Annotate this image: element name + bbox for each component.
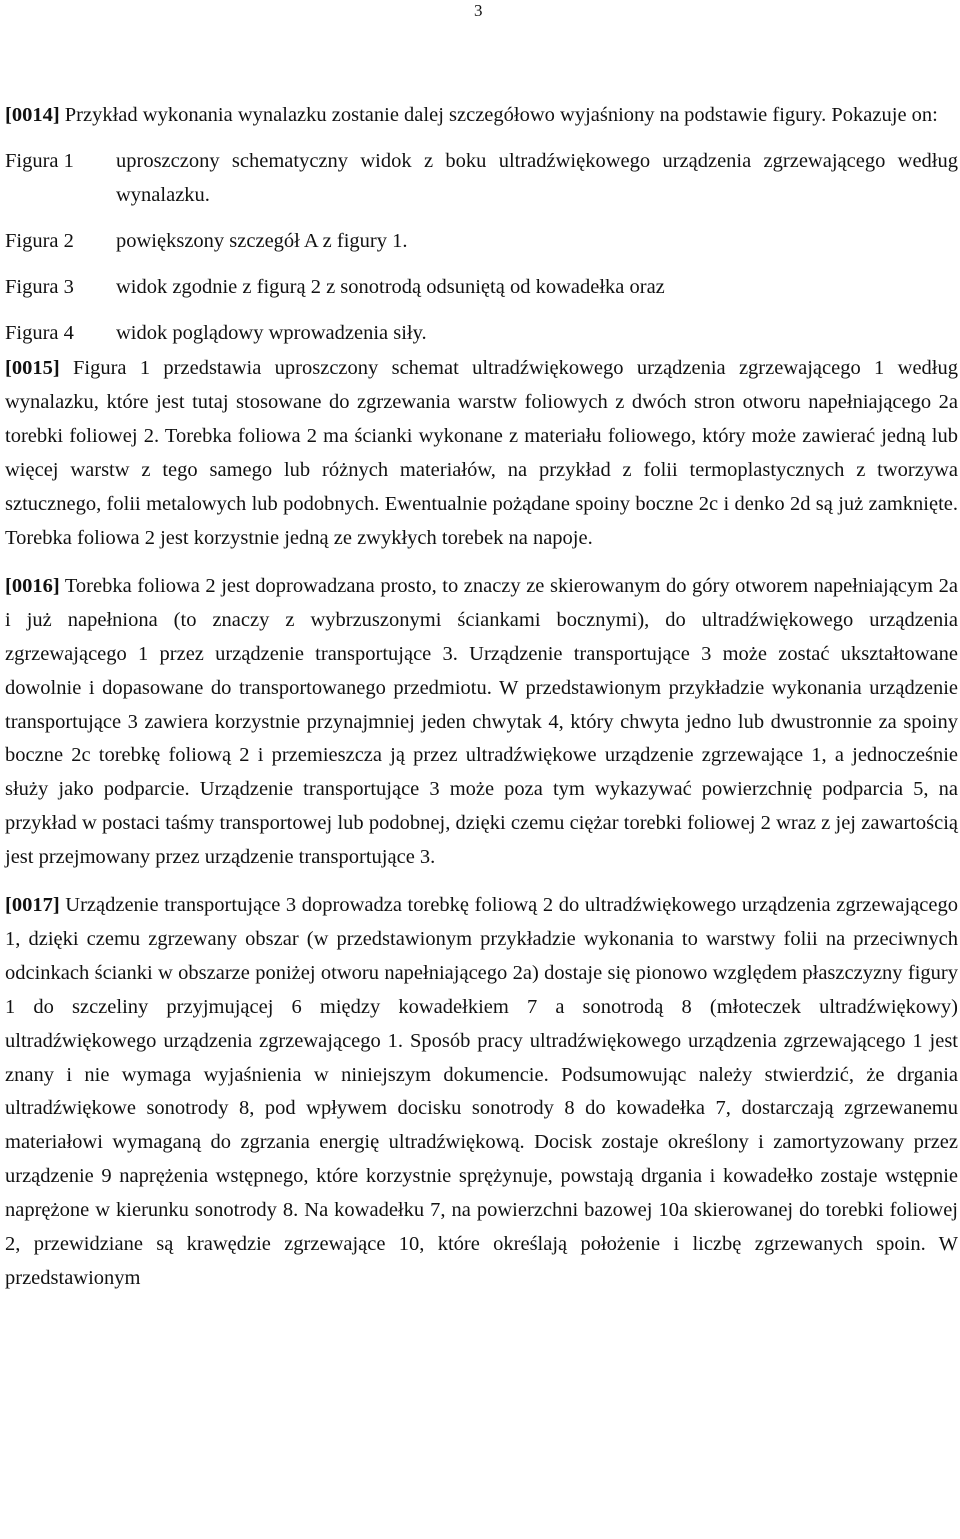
paragraph-text: Przykład wykonania wynalazku zostanie dalej szczegółowo wyjaśniony na podstawie figury. Pokazuje on: (59, 104, 938, 126)
figure-description: widok poglądowy wprowadzenia siły. (116, 321, 427, 344)
paragraph-0015 (5, 352, 958, 555)
paragraph-ref: [0014] (5, 104, 60, 126)
figure-item (5, 271, 958, 305)
page-number: 3 (474, 1, 483, 20)
paragraph-0017 (5, 889, 958, 1296)
figure-item (5, 317, 958, 351)
paragraph-0016 (5, 570, 958, 875)
document-body (5, 99, 958, 1296)
paragraph-text: Urządzenie transportujące 3 doprowadza torebkę foliową 2 do ultradźwiękowego urządzenia zgrzewającego 1, dzięki czemu zgrzewany obszar (w przedstawionym przykładzie wykonania to warstwy folii na przeciwnych odcinkach ścianki w obszarze poniżej otworu napełniającego 2a) dostaje się pionowo względem płaszczyzny figury 1 do szczeliny przyjmującej 6 między kowadełkiem 7 a sonotrodą 8 (młoteczek ultradźwiękowy) ultradźwiękowego urządzenia zgrzewającego 1. Sposób pracy ultradźwiękowego urządzenia zgrzewającego 1 jest znany i nie wymaga wyjaśnienia w niniejszym dokumencie. Podsumowując należy stwierdzić, że drgania ultradźwiękowe sonotrody 8, pod wpływem docisku sonotrody 8 do kowadełka 7, dostarczają zgrzewanemu materiałowi wymaganą do zgrzania energię ultradźwiękową. Docisk zostaje określony i zamortyzowany przez urządzenie 9 naprężenia wstępnego, które korzystnie sprężynuje, powstają drgania i kowadełko zostaje wstępnie naprężone w kierunku sonotrody 8. Na kowadełku 7, na powierzchni bazowej 10a skierowanej do torebki foliowej 2, przewidziane są krawędzie zgrzewające 10, które określają położenie i liczbę zgrzewanych spoin. W przedstawionym (5, 894, 958, 1289)
paragraph-ref: [0017] (5, 894, 60, 917)
paragraph-ref: [0015] (5, 357, 60, 380)
figure-description: powiększony szczegół A z figury 1. (116, 229, 408, 252)
figure-label: Figura 1 (5, 149, 74, 172)
figure-item (5, 145, 958, 213)
figure-list (5, 145, 958, 351)
figure-label: Figura 2 (5, 229, 74, 252)
paragraph-0014 (5, 99, 958, 133)
paragraph-text: Figura 1 przedstawia uproszczony schemat ultradźwiękowego urządzenia zgrzewającego 1 według wynalazku, które jest tutaj stosowane do zgrzewania warstw foliowych z dwóch stron otworu napełniającego 2a torebki foliowej 2. Torebka foliowa 2 ma ścianki wykonane z materiału foliowego, który może zawierać jedną lub więcej warstw z tego samego lub różnych materiałów, na przykład z folii termoplastycznych z tworzywa sztucznego, folii metalowych lub podobnych. Ewentualnie pożądane spoiny boczne 2c i denko 2d są już zamknięte. Torebka foliowa 2 jest korzystnie jedną ze zwykłych torebek na napoje. (5, 357, 958, 549)
figure-item (5, 225, 958, 259)
paragraph-ref: [0016] (5, 574, 60, 597)
paragraph-text: Torebka foliowa 2 jest doprowadzana prosto, to znaczy ze skierowanym do góry otworem napełniającym 2a i już napełniona (to znaczy z wybrzuszonymi ściankami bocznymi), do ultradźwiękowego urządzenia zgrzewającego 1 przez urządzenie transportujące 3. Urządzenie transportujące 3 może zostać ukształtowane dowolnie i dopasowane do transportowanego przedmiotu. W przedstawionym przykładzie wykonania urządzenie transportujące 3 zawiera korzystnie przynajmniej jeden chwytak 4, który chwyta jedno lub dwustronnie za spoiny boczne 2c torebkę foliową 2 i przemieszcza ją przez ultradźwiękowe urządzenie zgrzewające 1, a jednocześnie służy jako podparcie. Urządzenie transportujące 3 może poza tym wykazywać powierzchnię podparcia 5, na przykład w postaci taśmy transportowej lub podobnej, dzięki czemu ciężar torebki foliowej 2 wraz z jej zawartością jest przejmowany przez urządzenie transportujące 3. (5, 574, 958, 869)
figure-label: Figura 3 (5, 275, 74, 298)
figure-description: uproszczony schematyczny widok z boku ultradźwiękowego urządzenia zgrzewającego według wynalazku. (116, 149, 958, 206)
figure-label: Figura 4 (5, 321, 74, 344)
figure-description: widok zgodnie z figurą 2 z sonotrodą odsuniętą od kowadełka oraz (116, 275, 665, 298)
